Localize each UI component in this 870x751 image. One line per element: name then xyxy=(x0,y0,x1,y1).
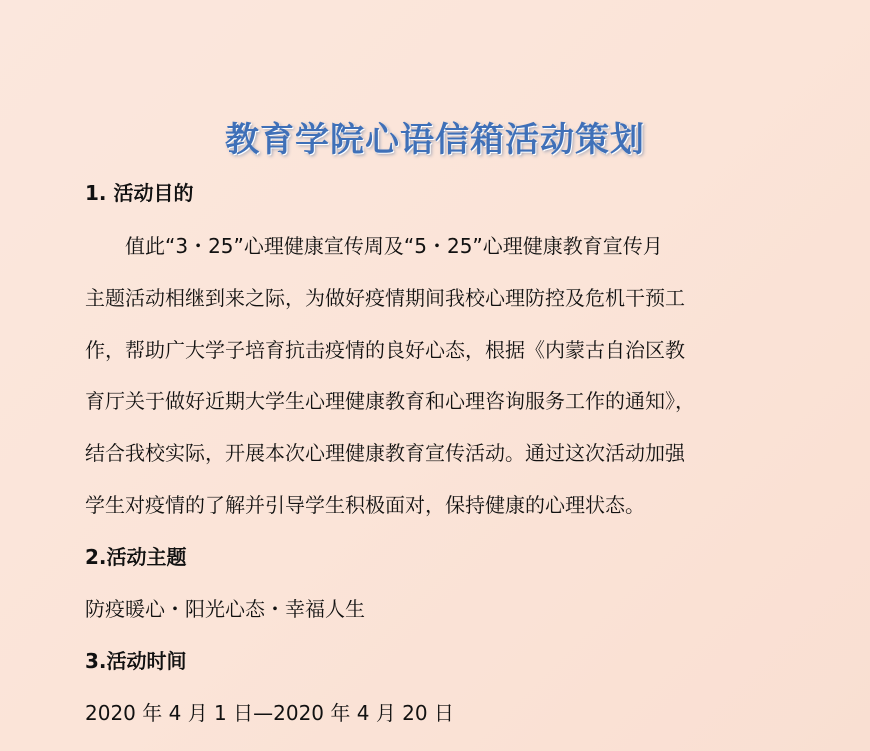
section-heading-theme: 2.活动主题 xyxy=(85,545,187,569)
section-heading-time: 3.活动时间 xyxy=(85,649,187,673)
paragraph-line: 值此“3・25”心理健康宣传周及“5・25”心理健康教育宣传月 xyxy=(125,234,663,258)
section-heading-purpose: 1. 活动目的 xyxy=(85,181,194,205)
paragraph-line: 育厅关于做好近期大学生心理健康教育和心理咨询服务工作的通知》， xyxy=(85,389,695,413)
paragraph-line: 作，帮助广大学子培育抗击疫情的良好心态，根据《内蒙古自治区教 xyxy=(85,338,685,362)
document-title: 教育学院心语信箱活动策划 xyxy=(225,120,645,160)
time-text: 2020 年 4 月 1 日—2020 年 4 月 20 日 xyxy=(85,701,454,725)
paragraph-line: 主题活动相继到来之际，为做好疫情期间我校心理防控及危机干预工 xyxy=(85,286,685,310)
paragraph-line: 学生对疫情的了解并引导学生积极面对，保持健康的心理状态。 xyxy=(85,493,645,517)
theme-text: 防疫暖心・阳光心态・幸福人生 xyxy=(85,597,365,621)
paragraph-line: 结合我校实际，开展本次心理健康教育宣传活动。通过这次活动加强 xyxy=(85,441,685,465)
